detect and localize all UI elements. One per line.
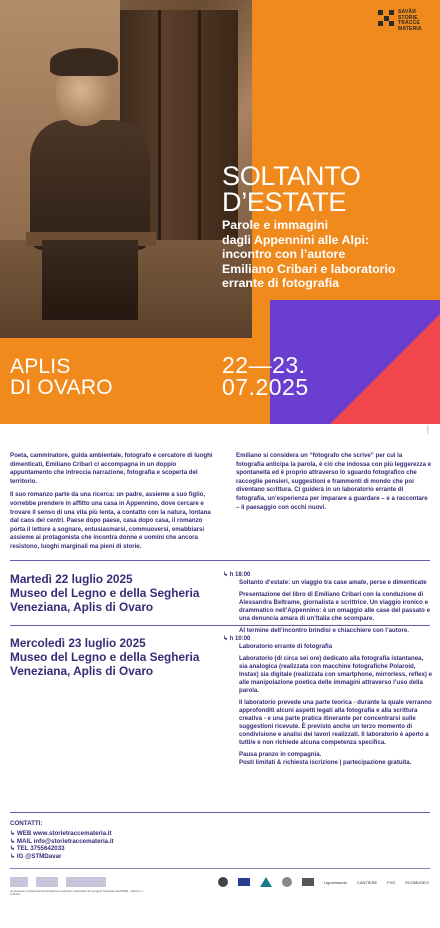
sponsor-left xyxy=(10,877,150,897)
event-2-paragraph: Pausa pranzo in compagnia. xyxy=(239,751,322,758)
event-2-time: ↳ h 10:00 xyxy=(223,636,251,642)
event-2-paragraph: Il laboratorio prevede una parte teorica - durante la quale verranno approfonditi alcuni aspetti legati alla fotografia e alla scrittura creativa - e una parte pratica itinerante per concentrarsi sulle suggestioni ricevute. È previsto anche un terzo momento di condivisione e analisi dei lavori realizzati. Il laboratorio è aperto a tutti/e e non richiede alcuna competenza specifica. xyxy=(239,699,432,746)
sponsor-logo xyxy=(260,877,272,887)
contacts-heading: CONTATTI: xyxy=(10,820,43,827)
sponsor-logo xyxy=(238,878,250,886)
logo-line: TRACCE xyxy=(398,20,421,26)
event-subtitle xyxy=(222,218,437,291)
event-1-paragraph: Presentazione del libro di Emiliano Cribari con la conduzione di Alessandra Beltrame, giornalista e scrittrice. Un viaggio ironico e drammatico nell’Appennino: è un omaggio alle case del passato e una denuncia amara di un’Italia che scompare. xyxy=(239,591,430,622)
logo-line: MATERIA xyxy=(398,25,422,32)
date-line-2: 07.2025 xyxy=(222,374,309,400)
event-2-venue: Museo del Legno e della Segheria xyxy=(10,650,200,664)
divider xyxy=(10,868,430,869)
event-title xyxy=(222,163,432,215)
contact-web-link[interactable]: ↳ WEB www.storietraccemateria.it xyxy=(10,829,112,837)
date-line-1: 22—23. xyxy=(222,352,306,378)
subtitle-line: errante di fotografia xyxy=(222,276,340,291)
sponsor-logo xyxy=(10,877,28,887)
event-1-heading: Soltanto d’estate: un viaggio tra case amate, perse e dimenticate xyxy=(239,579,427,586)
intro-paragraph: Poeta, camminatore, guida ambientale, fotografo e cercatore di luoghi dimenticati, Emiliano Cribari ci accompagna in un doppio appuntamento che intreccia narrazione, fotografia e scoperta del territorio. xyxy=(10,452,213,485)
sponsor-logo xyxy=(66,877,106,887)
event-2-description xyxy=(239,643,433,771)
logo-line: STORIE xyxy=(398,14,418,21)
savar-logo xyxy=(378,10,434,32)
event-2-location: Veneziana, Aplis di Ovaro xyxy=(10,664,154,678)
event-1-title xyxy=(10,572,220,614)
contact-phone[interactable]: ↳ TEL 3755642033 xyxy=(10,845,65,853)
event-place xyxy=(10,356,113,398)
sponsor-cantiere: CANTIERE xyxy=(356,879,378,885)
hero-section xyxy=(0,0,440,424)
title-line-2: D’ESTATE xyxy=(222,187,347,217)
subtitle-line: dagli Appennini alle Alpi: xyxy=(222,232,370,247)
contact-instagram[interactable]: ↳ IG @STMDavar xyxy=(10,853,62,861)
intro-left-column xyxy=(10,452,216,557)
contact-mail-link[interactable]: ↳ MAIL info@storietraccemateria.it xyxy=(10,837,114,845)
event-1-location: Veneziana, Aplis di Ovaro xyxy=(10,600,154,614)
intro-right-column xyxy=(236,452,432,517)
contacts-block xyxy=(10,820,114,861)
sponsor-right xyxy=(218,877,434,887)
logo-line: SAVÂR xyxy=(398,9,417,15)
subtitle-line: incontro con l’autore xyxy=(222,247,346,262)
divider xyxy=(10,812,430,813)
sponsor-fvg: FVG xyxy=(387,879,396,885)
event-2-paragraph: Laboratorio (di circa sei ore) dedicato alla fotografia istantanea, sia analogica (realizzata con macchine fotografiche Polaroid, Instax) sia digitale (realizzata con smartphone, mirrorless, reflex) e alle manipolazione poetica delle immagini attraverso l’uso della parola. xyxy=(239,655,433,694)
event-2-paragraph: Posti limitati & richiesta iscrizione | partecipazione gratuita. xyxy=(239,759,412,766)
photo-credit: credits xyxy=(425,425,430,435)
sponsor-liguminando: Liguminando xyxy=(324,879,347,885)
logo-grid-icon xyxy=(378,10,394,26)
sponsor-logo xyxy=(302,878,314,886)
event-date xyxy=(222,354,309,398)
event-1-description xyxy=(239,579,433,639)
sponsor-ecomuseo: ECOMUSEO xyxy=(405,879,429,885)
intro-paragraph: Il suo romanzo parte da una ricerca: un padre, assieme a suo figlio, vorrebbe prendere in affitto una casa in Appennino, dove cercare e trovare il senso di una vita più lenta, a contatto con la natura, lontana dal caos dei centri. Paese dopo paese, casa dopo casa, il romanzo porta il lettore a sognare, entusiasmarsi, commuoversi, emabbiarsi assieme ai protagonista che incontra donne e uomini che ancora resistono, luoghi marginali ma pieni di storie. xyxy=(10,491,211,550)
title-line-1: SOLTANTO xyxy=(222,161,361,191)
intro-paragraph: Emiliano si considera un “fotografo che scrive” per cui la fotografia anticipa la parola, è ciò che indossa con più leggerezza e spontaneità ed è proprio attraverso lo sguardo fotografico che raccoglie pensieri, suggestioni e frammenti di mondo che poi diventano scrittura. Ci guiderà in un laboratorio errante di fotografia, un’esperienza per imparare a guardare – e a raccontare – il paesaggio con occhi nuovi. xyxy=(236,452,432,511)
subtitle-line: Parole e immagini xyxy=(222,218,329,232)
sponsor-logo xyxy=(282,877,292,887)
place-line-1: APLIS xyxy=(10,355,71,378)
event-2-date: Mercoledì 23 luglio 2025 xyxy=(10,636,146,650)
sponsor-logo xyxy=(36,877,58,887)
sponsor-logo xyxy=(218,877,228,887)
event-2-title xyxy=(10,636,220,678)
event-1-date: Martedì 22 luglio 2025 xyxy=(10,572,133,586)
sponsor-fine-print: «Il presente prodotto/servizio/iniziativa è realizzato nell’ambito del progetto finanziato dal PNRR – Misura 1 – Cultura» xyxy=(10,889,145,897)
divider xyxy=(10,625,430,626)
event-1-paragraph: Al termine dell’incontro brindisi e chiacchiere con l’autore. xyxy=(239,627,409,634)
event-1-time: ↳ h 18:00 xyxy=(223,572,251,578)
event-2-heading: Laboratorio errante di fotografia xyxy=(239,643,333,650)
place-line-2: DI OVARO xyxy=(10,376,113,399)
divider xyxy=(10,560,430,561)
subtitle-line: Emiliano Cribari e laboratorio xyxy=(222,261,396,276)
event-1-venue: Museo del Legno e della Segheria xyxy=(10,586,200,600)
